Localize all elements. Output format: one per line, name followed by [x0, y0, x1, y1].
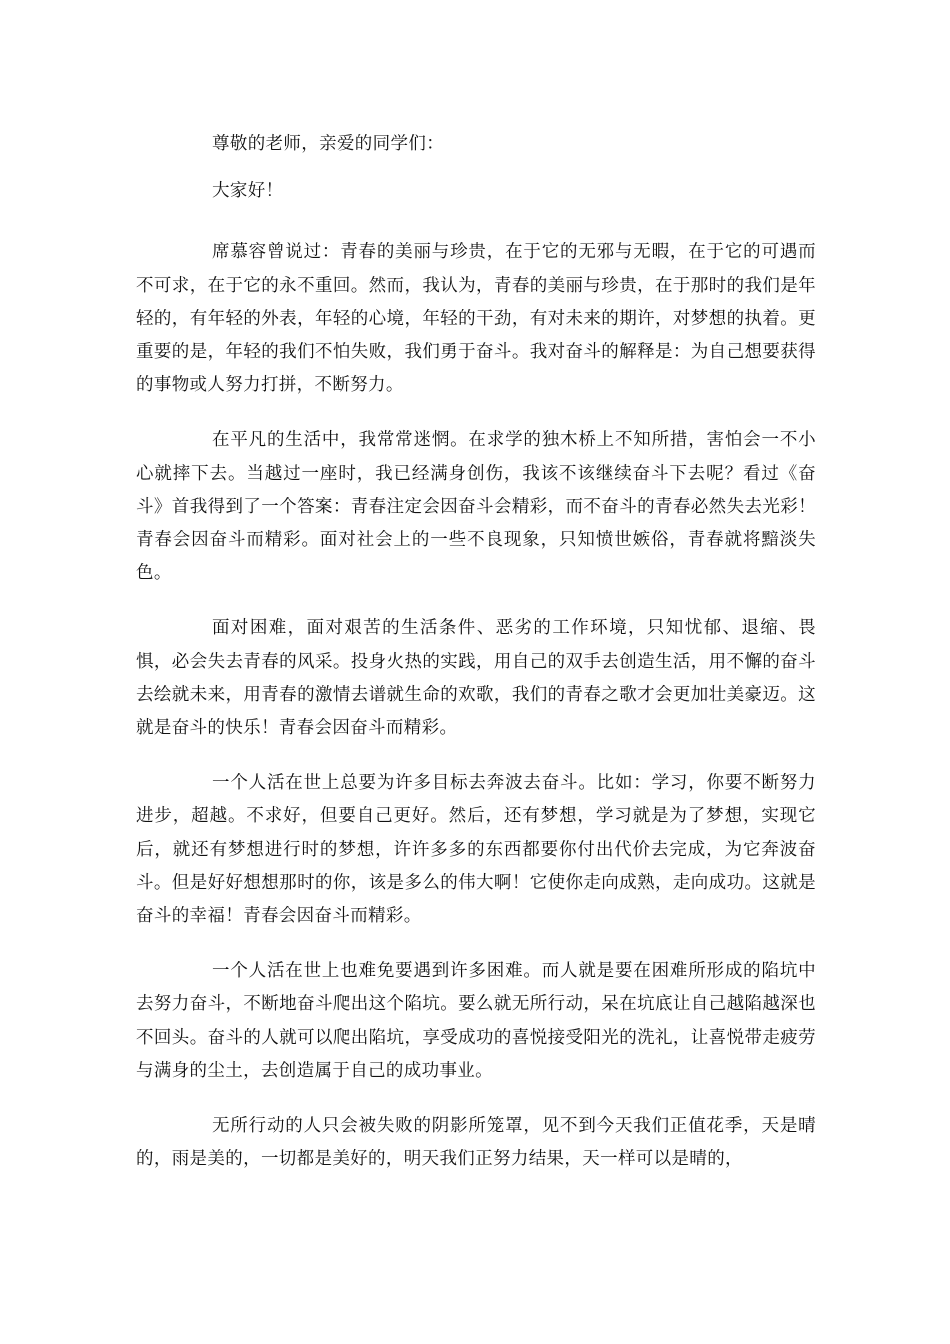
speech-text-column: [136, 128, 816, 1198]
paragraph-2: 在平凡的生活中，我常常迷惘。在求学的独木桥上不知所措，害怕会一不小心就摔下去。当越过一座时，我已经满身创伤，我该不该继续奋斗下去呢？看过《奋斗》首我得到了一个答案：青春注定会因奋斗会精彩，而不奋斗的青春必然失去光彩！青春会因奋斗而精彩。面对社会上的一些不良现象，只知愤世嫉俗，青春就将黯淡失色。: [136, 430, 816, 584]
paragraph-4: 一个人活在世上总要为许多目标去奔波去奋斗。比如：学习，你要不断努力进步，超越。不求好，但要自己更好。然后，还有梦想，学习就是为了梦想，实现它后，就还有梦想进行时的梦想，许许多多的东西都要你付出代价去完成，为它奔波奋斗。但是好好想想那时的你，该是多么的伟大啊！它使你走向成熟，走向成功。这就是奋斗的幸福！青春会因奋斗而精彩。: [136, 773, 816, 927]
paragraph-3: 面对困难，面对艰苦的生活条件、恶劣的工作环境，只知忧郁、退缩、畏惧，必会失去青春的风采。投身火热的实践，用自己的双手去创造生活，用不懈的奋斗去绘就未来，用青春的激情去谱就生命的欢歌，我们的青春之歌才会更加壮美豪迈。这就是奋斗的快乐！青春会因奋斗而精彩。: [136, 618, 816, 739]
salutation-line: 尊敬的老师，亲爱的同学们：: [212, 134, 445, 154]
paragraph-1: 席慕容曾说过：青春的美丽与珍贵，在于它的无邪与无暇，在于它的可遇而不可求，在于它的永不重回。然而，我认为，青春的美丽与珍贵，在于那时的我们是年轻的，有年轻的外表，年轻的心境，年轻的干劲，有对未来的期许，对梦想的执着。更重要的是，年轻的我们不怕失败，我们勇于奋斗。我对奋斗的解释是：为自己想要获得的事物或人努力打拼，不断努力。: [136, 242, 816, 396]
paragraph-5: 一个人活在世上也难免要遇到许多困难。而人就是要在困难所形成的陷坑中去努力奋斗，不断地奋斗爬出这个陷坑。要么就无所行动，呆在坑底让自己越陷越深也不回头。奋斗的人就可以爬出陷坑，享受成功的喜悦接受阳光的洗礼，让喜悦带走疲劳与满身的尘土，去创造属于自己的成功事业。: [136, 961, 816, 1081]
greeting-line: 大家好！: [212, 181, 284, 202]
paragraph-6: 无所行动的人只会被失败的阴影所笼罩，见不到今天我们正值花季，天是晴的，雨是美的，一切都是美好的，明天我们正努力结果，天一样可以是晴的，: [136, 1116, 816, 1170]
